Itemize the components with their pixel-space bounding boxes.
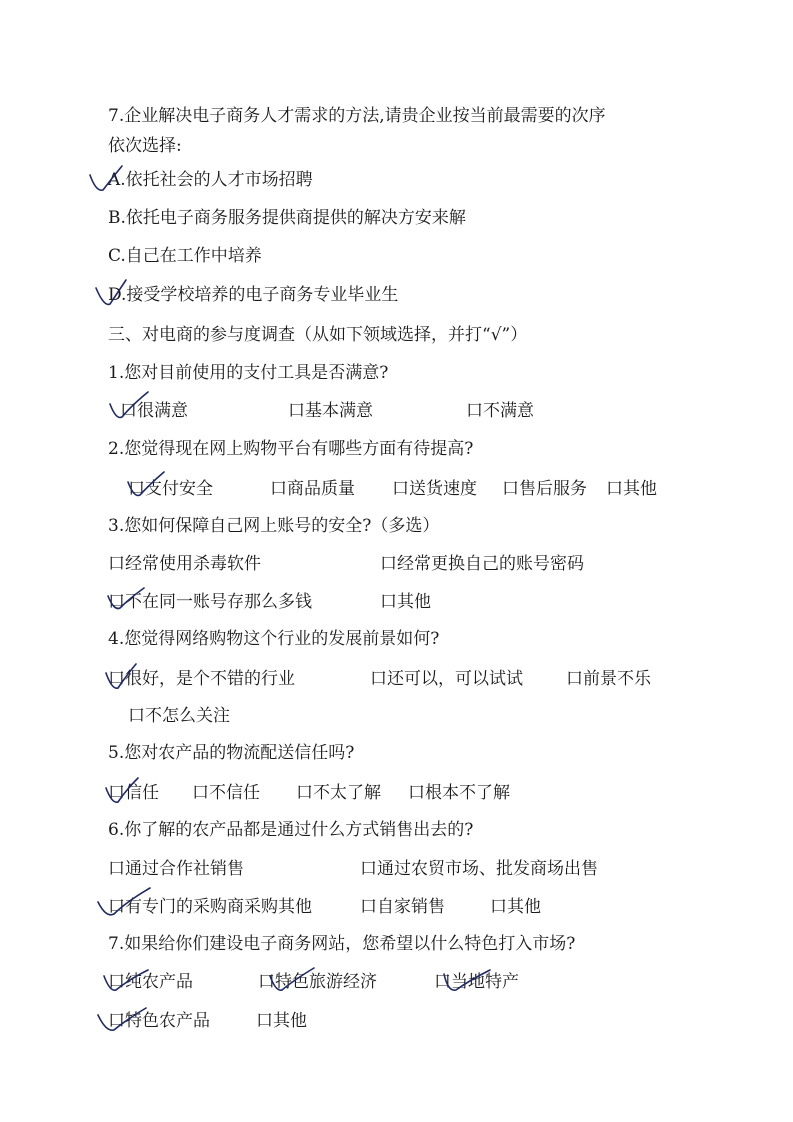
checkbox-option[interactable]: 口不满意 <box>466 401 534 421</box>
question-2: 2.您觉得现在网上购物平台有哪些方面有待提高? <box>108 439 474 459</box>
checkbox-option[interactable]: 口特色旅游经济 <box>258 972 377 992</box>
section-heading: 三、对电商的参与度调查（从如下领域选择，并打“√”） <box>108 325 528 345</box>
checkbox-option[interactable]: 口很好，是个不错的行业 <box>108 669 295 689</box>
checkbox-option[interactable]: 口不在同一账号存那么多钱 <box>108 592 312 612</box>
checkbox-option[interactable]: 口不信任 <box>192 783 260 803</box>
question-title-continued: 依次选择: <box>108 136 182 156</box>
option-d: D.接受学校培养的电子商务专业毕业生 <box>108 285 399 305</box>
checkbox-option[interactable]: 口其他 <box>256 1011 307 1031</box>
checkbox-option[interactable]: 口经常更换自己的账号密码 <box>380 554 584 574</box>
checkbox-option[interactable]: 口商品质量 <box>270 479 355 499</box>
checkbox-option[interactable]: 口前景不乐 <box>566 669 651 689</box>
question-5: 5.您对农产品的物流配送信任吗? <box>108 743 355 763</box>
checkbox-option[interactable]: 口其他 <box>490 897 541 917</box>
checkbox-option[interactable]: 口不太了解 <box>296 783 381 803</box>
checkbox-option[interactable]: 口其他 <box>380 592 431 612</box>
checkbox-option[interactable]: 口很满意 <box>120 401 188 421</box>
checkbox-option[interactable]: 口还可以，可以试试 <box>370 669 523 689</box>
checkbox-option[interactable]: 口售后服务 <box>502 479 587 499</box>
checkbox-option[interactable]: 口其他 <box>606 479 657 499</box>
question-1: 1.您对目前使用的支付工具是否满意? <box>108 363 389 383</box>
question-title: 7.企业解决电子商务人才需求的方法,请贵企业按当前最需要的次序 <box>108 106 606 126</box>
checkbox-option[interactable]: 口送货速度 <box>392 479 477 499</box>
checkbox-option[interactable]: 口当地特产 <box>434 972 519 992</box>
checkbox-option[interactable]: 口特色农产品 <box>108 1011 210 1031</box>
option-b: B.依托电子商务服务提供商提供的解决方安来解 <box>108 208 466 228</box>
question-6: 6.你了解的农产品都是通过什么方式销售出去的? <box>108 820 474 840</box>
option-a: A.依托社会的人才市场招聘 <box>108 170 313 190</box>
checkbox-option[interactable]: 口基本满意 <box>288 401 373 421</box>
checkbox-option[interactable]: 口经常使用杀毒软件 <box>108 554 261 574</box>
checkbox-option[interactable]: 口通过合作社销售 <box>108 859 244 879</box>
checkbox-option[interactable]: 口有专门的采购商采购其他 <box>108 897 312 917</box>
question-7: 7.如果给你们建设电子商务网站，您希望以什么特色打入市场? <box>108 934 576 954</box>
option-c: C.自己在工作中培养 <box>108 246 262 266</box>
question-3: 3.您如何保障自己网上账号的安全?（多选） <box>108 516 440 536</box>
checkbox-option[interactable]: 口信任 <box>108 783 159 803</box>
question-4: 4.您觉得网络购物这个行业的发展前景如何? <box>108 629 440 649</box>
checkbox-option[interactable]: 口自家销售 <box>360 897 445 917</box>
checkbox-option[interactable]: 口纯农产品 <box>108 972 193 992</box>
checkbox-option[interactable]: 口通过农贸市场、批发商场出售 <box>360 859 598 879</box>
checkbox-option[interactable]: 口根本不了解 <box>408 783 510 803</box>
checkbox-option[interactable]: 口不怎么关注 <box>128 706 230 726</box>
checkbox-option[interactable]: 口支付安全 <box>128 479 213 499</box>
